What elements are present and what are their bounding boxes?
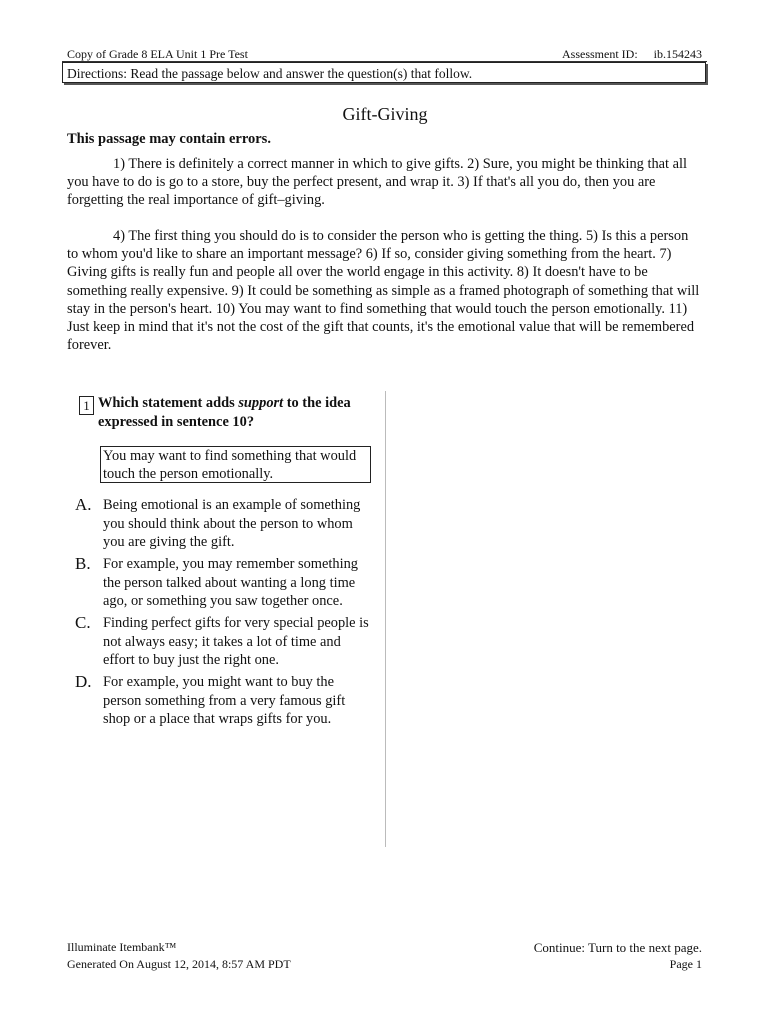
option-text: Being emotional is an example of something you should think about the person to whom you are giving the gift. bbox=[103, 497, 361, 550]
passage-title: Gift-Giving bbox=[342, 104, 428, 124]
footer-continue: Continue: Turn to the next page. bbox=[533, 940, 702, 955]
assessment-id-label: Assessment ID: bbox=[561, 47, 638, 61]
quoted-sentence-box: You may want to find something that would touch the person emotionally. bbox=[100, 446, 371, 483]
footer-page-number: Page 1 bbox=[669, 957, 702, 971]
option-letter: A. bbox=[75, 495, 92, 514]
footer-generated: Generated On August 12, 2014, 8:57 AM PDT bbox=[67, 957, 291, 971]
option-text: For example, you may remember something the person talked about wanting a long time ago, or something you saw together once. bbox=[103, 556, 358, 609]
passage-paragraph-1: 1) There is definitely a correct manner in which to give gifts. 2) Sure, you might be thinking that all you have to do is go to a store, buy the perfect present, and wrap it. 3) If that's all you do, then you are forgetting the real importance of gift–giving. bbox=[67, 156, 688, 209]
answer-option-a[interactable] bbox=[75, 496, 375, 552]
question-number: 1 bbox=[79, 396, 94, 415]
stem-emphasis: support bbox=[238, 395, 284, 411]
option-letter: C. bbox=[75, 613, 91, 632]
document-header-title: Copy of Grade 8 ELA Unit 1 Pre Test bbox=[67, 47, 248, 61]
answer-option-d[interactable] bbox=[75, 673, 375, 729]
stem-text-end: to the idea expressed in sentence 10? bbox=[98, 395, 351, 430]
question-stem bbox=[98, 394, 378, 431]
directions-box: Directions: Read the passage below and answer the question(s) that follow. bbox=[62, 62, 706, 83]
assessment-id-value: ib.154243 bbox=[653, 47, 702, 61]
assessment-id bbox=[562, 47, 702, 62]
errors-note: This passage may contain errors. bbox=[67, 131, 271, 147]
passage-paragraph-2: 4) The first thing you should do is to consider the person who is getting the thing. 5) Is this a person to whom you'd like to share an important message? 6) If so, consider giving something from the heart. 7) Giving gifts is really fun and people all over the world engage in this activity. 8) It doesn't have to be something really expensive. 9) It could be something as simple as a framed photograph of something that will stay in the person's heart. 10) You may want to find something that would touch the person emotionally. 11) Just keep in mind that it's not the cost of the gift that counts, it's the emotional value that will be remembered forever. bbox=[67, 228, 700, 354]
option-letter: D. bbox=[75, 672, 92, 691]
option-text: For example, you might want to buy the person something from a very famous gift shop or a place that wraps gifts for you. bbox=[103, 674, 346, 727]
footer-brand: Illuminate Itembank™ bbox=[67, 940, 177, 954]
stem-text-start: Which statement adds bbox=[98, 395, 239, 411]
option-text: Finding perfect gifts for very special people is not always easy; it takes a lot of time and effort to buy just the right one. bbox=[103, 615, 369, 668]
option-letter: B. bbox=[75, 554, 91, 573]
column-divider bbox=[385, 391, 386, 847]
answer-option-c[interactable] bbox=[75, 614, 375, 670]
answer-option-b[interactable] bbox=[75, 555, 375, 611]
